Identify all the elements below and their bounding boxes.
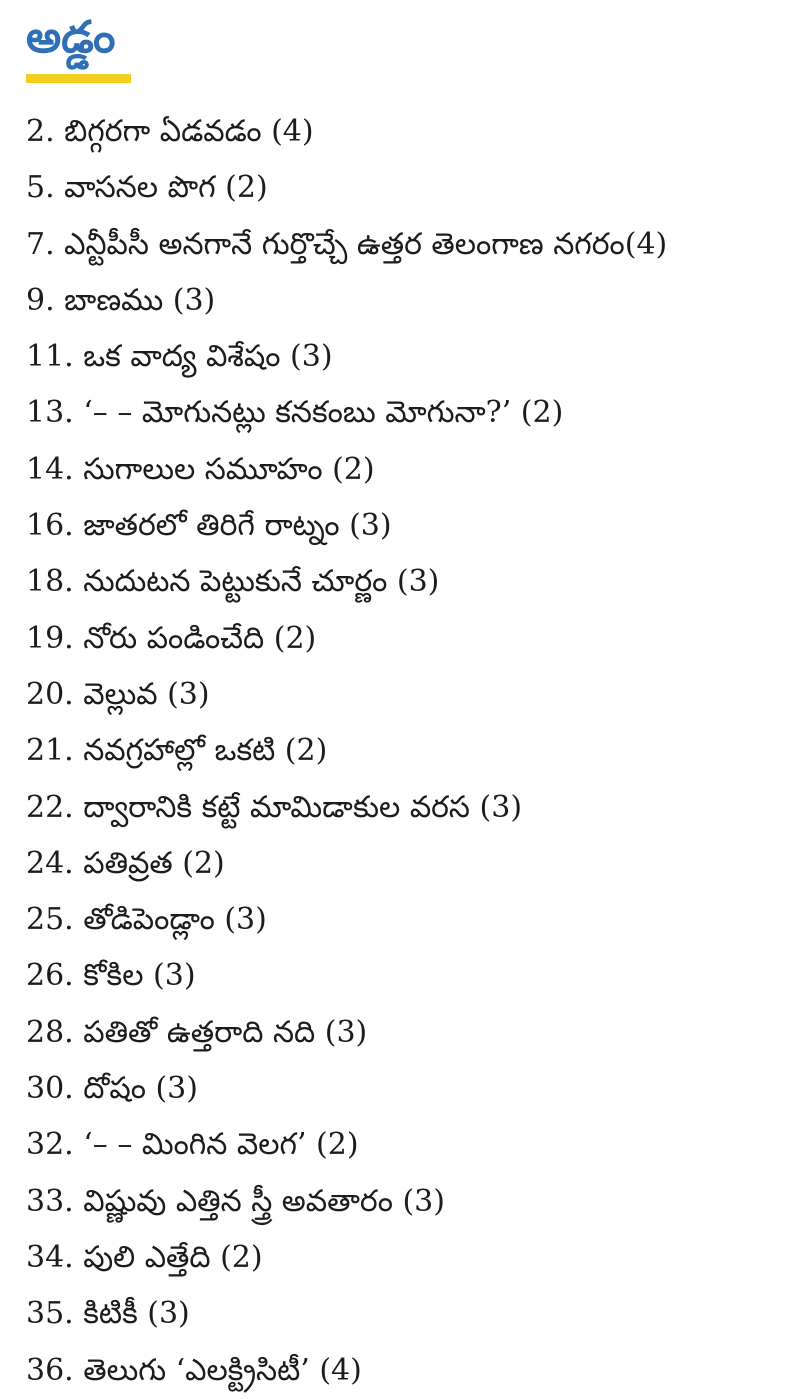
section-header [26,8,146,68]
clue-item: 26. కోకిల (3) [26,958,196,994]
clue-item: 24. పతివ్రత (2) [26,845,225,881]
clue-item: 19. నోరు పండించేది (2) [26,620,317,656]
clue-item: 34. పులి ఎత్తేది (2) [26,1239,263,1275]
clue-item: 33. విష్ణువు ఎత్తిన స్త్రీ అవతారం (3) [26,1183,445,1219]
clue-item: 9. బాణము (3) [26,282,216,318]
title-underline [26,74,131,83]
clue-item: 16. జాతరలో తిరిగే రాట్నం (3) [26,508,392,544]
clue-item: 22. ద్వారానికి కట్టే మామిడాకుల వరస (3) [26,789,523,825]
section-title: అడ్డం [26,12,116,63]
clue-item: 20. వెల్లువ (3) [26,676,210,712]
clue-item: 30. దోషం (3) [26,1071,198,1107]
clue-item: 11. ఒక వాద్య విశేషం (3) [26,339,333,375]
clue-item: 7. ఎన్టీపీసీ అనగానే గుర్తొచ్చే ఉత్తర తెలంగాణ నగరం(4) [26,226,668,262]
clue-list [26,104,667,1399]
clue-item: 14. సుగాలుల సమూహం (2) [26,451,375,487]
clue-item: 35. కిటికీ (3) [26,1296,190,1332]
clue-item: 2. బిగ్గరగా ఏడవడం (4) [26,114,314,149]
clue-item: 21. నవగ్రహాల్లో ఒకటి (2) [26,733,328,769]
clue-item: 18. నుదుటన పెట్టుకునే చూర్ణం (3) [26,564,440,600]
clue-item: 32. ‘– – మింగిన వెలగ’ (2) [26,1127,359,1163]
clue-item: 13. ‘– – మోగునట్లు కనకంబు మోగునా?’ (2) [26,395,564,431]
clue-item: 36. తెలుగు ‘ఎలక్ట్రిసిటీ’ (4) [26,1352,362,1388]
clue-item: 25. తోడిపెండ్లాం (3) [26,902,267,938]
clue-item: 28. పతితో ఉత్తరాది నది (3) [26,1014,368,1050]
clue-item: 5. వాసనల పొగ (2) [26,170,268,206]
